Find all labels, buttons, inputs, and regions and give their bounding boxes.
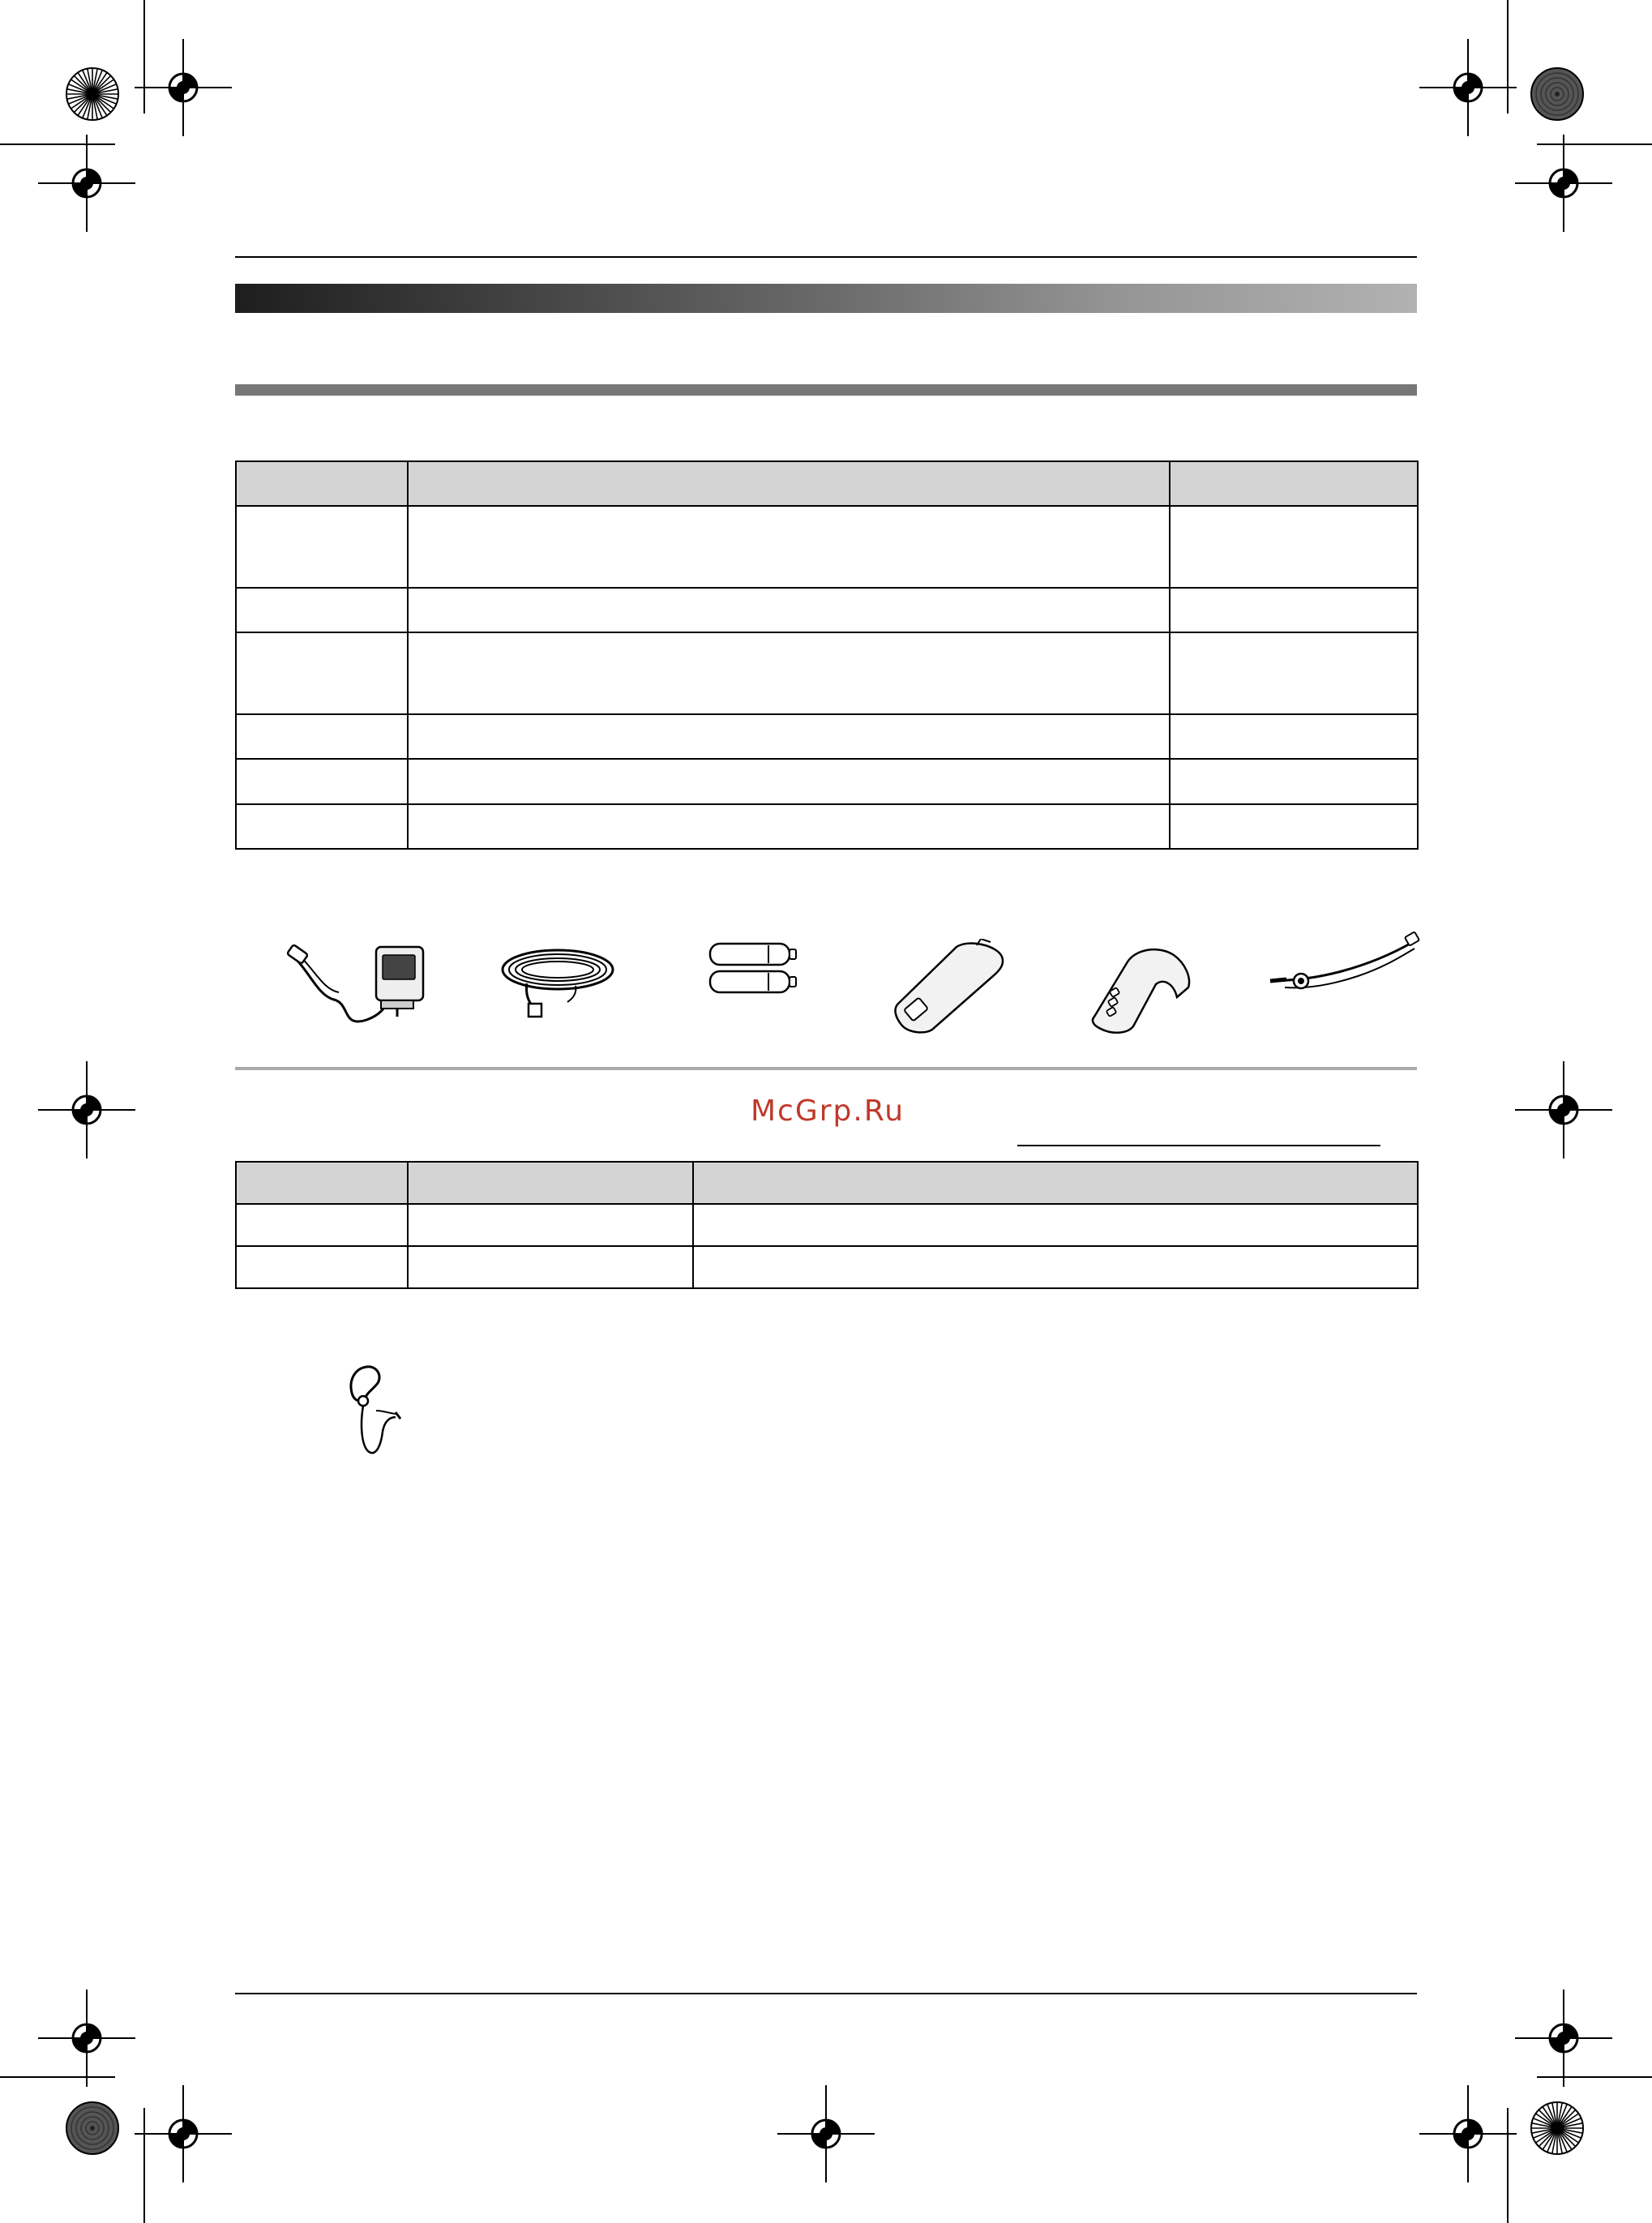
- header-cell: [236, 461, 408, 506]
- header-cell: [236, 1162, 408, 1204]
- footer-rule: [235, 1993, 1417, 1994]
- headset-icon: [340, 1360, 413, 1458]
- table-row: [236, 1246, 1418, 1288]
- table-header-row: [236, 461, 1418, 506]
- illustration-rule: [235, 1067, 1417, 1070]
- table-row: [236, 632, 1418, 714]
- section-banner: [235, 284, 1417, 313]
- table-row: [236, 506, 1418, 588]
- header-cell: [408, 461, 1170, 506]
- optional-accessories-table: [235, 1161, 1419, 1289]
- watermark-text: McGrp.Ru: [751, 1094, 905, 1128]
- subsection-rule: [235, 384, 1417, 396]
- header-cell: [408, 1162, 693, 1204]
- underline-rule: [1017, 1145, 1380, 1146]
- table-row: [236, 759, 1418, 804]
- table-header-row: [236, 1162, 1418, 1204]
- handset-cover-icon: [892, 939, 1013, 1036]
- table-row: [236, 588, 1418, 632]
- ac-adaptor-icon: [285, 939, 431, 1036]
- headset-cord-icon: [1269, 931, 1423, 1004]
- belt-clip-icon: [1086, 939, 1200, 1036]
- table-row: [236, 714, 1418, 759]
- table-row: [236, 1204, 1418, 1246]
- supplied-accessories-table: [235, 460, 1419, 850]
- table-row: [236, 804, 1418, 849]
- header-cell: [1170, 461, 1418, 506]
- telephone-line-cord-icon: [494, 939, 616, 1020]
- header-rule: [235, 256, 1417, 258]
- header-cell: [693, 1162, 1418, 1204]
- batteries-icon: [705, 939, 802, 996]
